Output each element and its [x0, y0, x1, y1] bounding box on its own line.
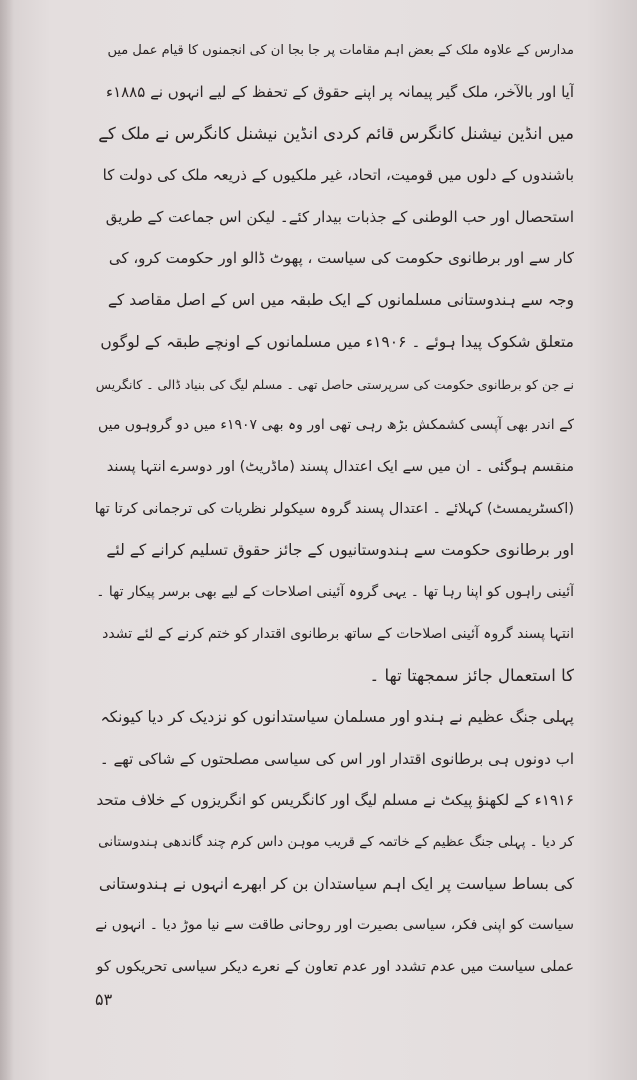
text-line: کا استعمال جائز سمجھتا تھا ۔ — [369, 666, 574, 686]
text-line: کی بساط سیاست پر ایک اہم سیاستدان بن کر ابھرے انہوں نے ہندوستانی — [98, 874, 574, 893]
text-line: استحصال اور حب الوطنی کے جذبات بیدار کئے۔ لیکن اس جماعت کے طریق — [105, 207, 574, 226]
text-line: انتہا پسند گروہ آئینی اصلاحات کے ساتھ برطانوی اقتدار کو ختم کرنے کے لئے تشدد — [102, 625, 574, 642]
text-line: آئینی راہوں کو اپنا رہا تھا ۔ یہی گروہ آئینی اصلاحات کے لیے بھی برسر پیکار تھا ۔ — [96, 583, 574, 600]
text-line: نے جن کو برطانوی حکومت کی سرپرستی حاصل تھی ۔ مسلم لیگ کی بنیاد ڈالی ۔ کانگریس — [95, 376, 574, 392]
text-line: وجہ سے ہندوستانی مسلمانوں کے ایک طبقہ میں اس کے اصل مقاصد کے — [107, 291, 574, 310]
text-line: اور برطانوی حکومت سے ہندوستانیوں کے جائز حقوق تسلیم کرانے کے لئے — [106, 541, 574, 560]
text-line: منقسم ہوگئی ۔ ان میں سے ایک اعتدال پسند (ماڈریٹ) اور دوسرے انتہا پسند — [106, 458, 574, 475]
text-line: مدارس کے علاوہ ملک کے بعض اہم مقامات پر جا بجا ان کی انجمنوں کا قیام عمل میں — [107, 43, 574, 58]
text-line: کار سے اور برطانوی حکومت کی سیاست ، پھوٹ ڈالو اور حکومت کرو، کی — [108, 249, 574, 268]
text-line: کے اندر بھی آپسی کشمکش بڑھ رہی تھی اور وہ بھی ۱۹۰۷ء میں دو گروہوں میں — [97, 417, 574, 434]
text-line: اب دونوں ہی برطانوی اقتدار اور اس کی سیاسی مصلحتوں کے شاکی تھے ۔ — [99, 749, 574, 768]
text-line: متعلق شکوک پیدا ہوئے ۔ ۱۹۰۶ء میں مسلمانوں کے اونچے طبقہ کے لوگوں — [100, 332, 574, 351]
text-line: پہلی جنگ عظیم نے ہندو اور مسلمان سیاستدانوں کو نزدیک کر دیا کیونکہ — [100, 708, 574, 726]
urdu-text-block — [94, 30, 574, 989]
page-edge-shadow — [0, 0, 14, 1080]
text-line: باشندوں کے دلوں میں قومیت، اتحاد، غیر ملکیوں کے ذریعہ ملک کی دولت کا — [102, 166, 574, 185]
text-line: کر دیا ۔ پہلی جنگ عظیم کے خاتمہ کے قریب موہن داس کرم چند گاندھی ہندوستانی — [98, 834, 574, 851]
page-number: ۵۳ — [95, 990, 113, 1009]
text-line: میں انڈین نیشنل کانگرس قائم کردی انڈین نیشنل کانگرس نے ملک کے — [98, 124, 574, 144]
text-line: عملی سیاست میں عدم تشدد اور عدم تعاون کے نعرے دیکر سیاسی تحریکوں کو — [96, 959, 574, 976]
text-line: آیا اور بالآخر، ملک گیر پیمانہ پر اپنے حقوق کے تحفظ کے لیے انہوں نے ۱۸۸۵ء — [106, 82, 574, 101]
text-line: ۱۹۱۶ء کے لکھنؤ پیکٹ نے مسلم لیگ اور کانگریس کو انگریزوں کے خلاف متحد — [96, 791, 574, 810]
text-line: (اکسٹریمسٹ) کہلائے ۔ اعتدال پسند گروہ سیکولر نظریات کی ترجمانی کرتا تھا — [94, 500, 574, 517]
text-line: سیاست کو اپنی فکر، سیاسی بصیرت اور روحانی طاقت سے نیا موڑ دیا ۔ انہوں نے — [95, 917, 574, 934]
